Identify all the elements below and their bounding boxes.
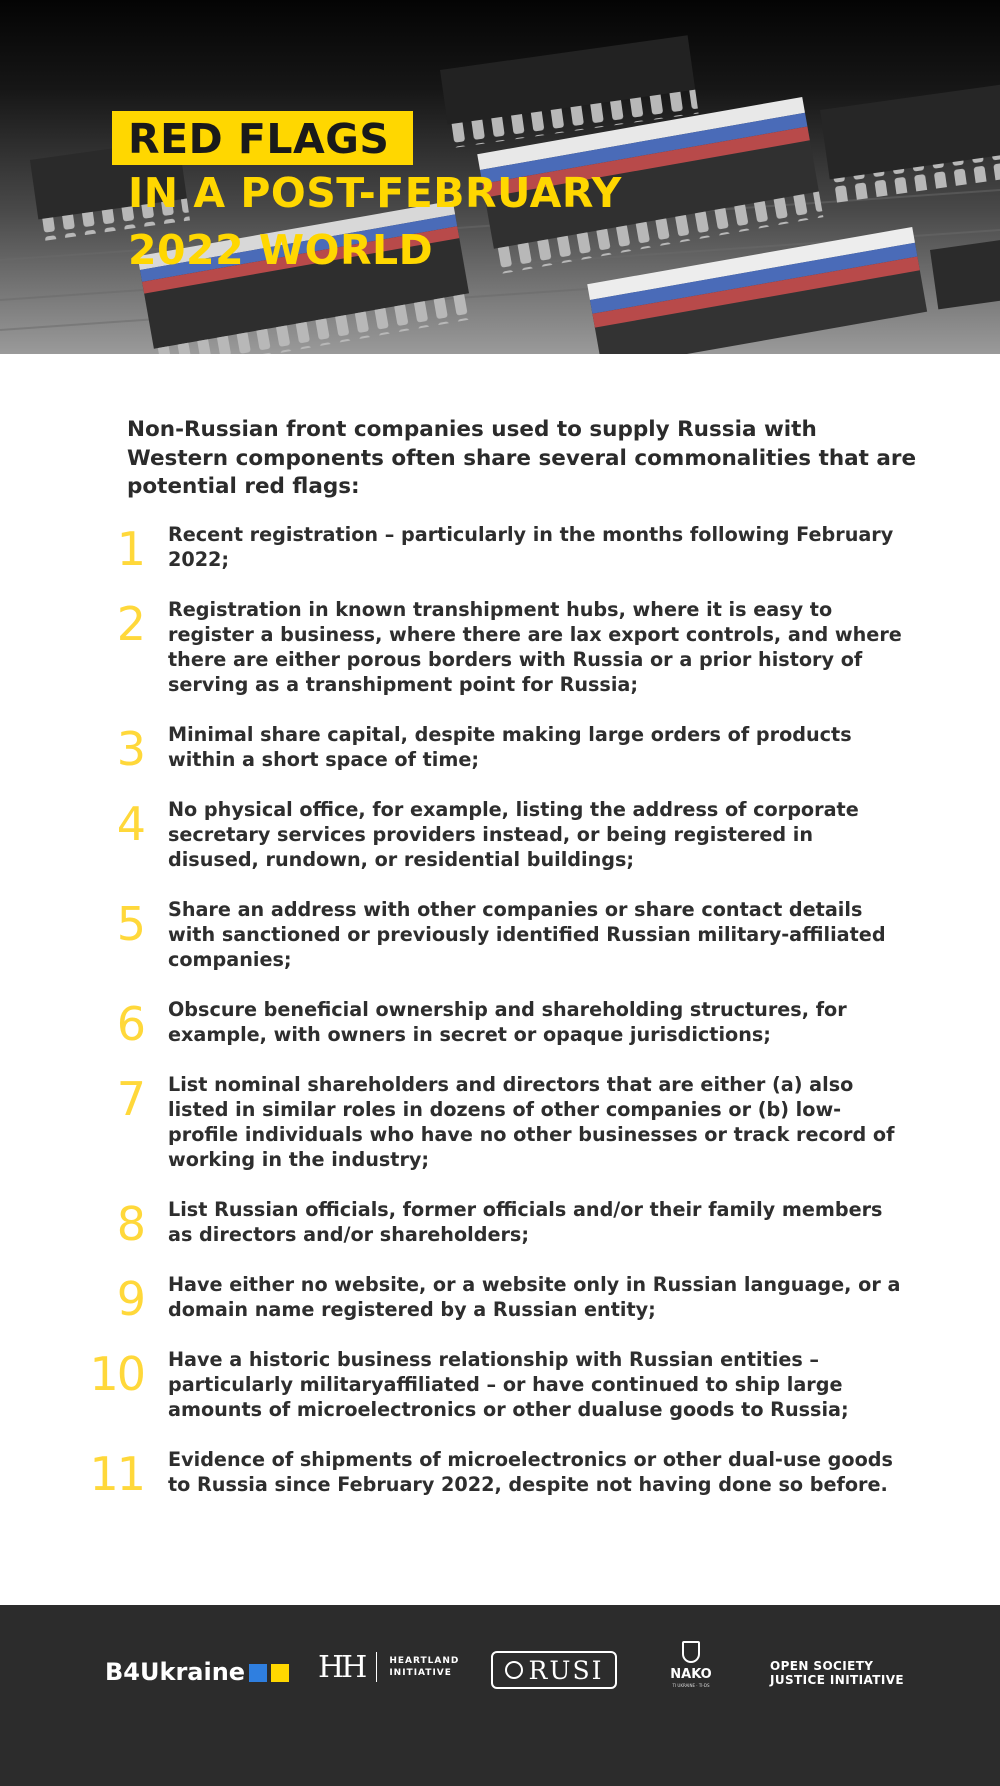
nako-logo — [668, 1641, 714, 1688]
osji-line-1: OPEN SOCIETY — [770, 1659, 874, 1673]
b4ukraine-logo — [105, 1658, 289, 1686]
nako-subtitle: TI UKRAINE · TI-DS — [672, 1683, 710, 1688]
item-number: 3 — [116, 722, 144, 776]
item-text: Share an address with other companies or share contact details with sanctioned or previously identified Russian military-affiliated companies; — [168, 898, 886, 971]
rusi-label: RUSI — [528, 1655, 604, 1685]
heartland-line-2: INITIATIVE — [389, 1668, 452, 1678]
item-text: Have a historic business relationship with Russian entities – particularly militaryaffiliated – or have continued to ship large amounts of microelectronics or other dualuse goods to Russia; — [168, 1348, 849, 1421]
item-number: 11 — [89, 1447, 144, 1501]
item-number: 6 — [116, 997, 144, 1051]
item-text: List nominal shareholders and directors that are either (a) also listed in similar roles in dozens of other companies or (b) low-profile individuals who have no other businesses or track record of working in the industry; — [168, 1073, 895, 1171]
item-text: Recent registration – particularly in the months following February 2022; — [168, 523, 894, 571]
open-society-justice-initiative-logo — [770, 1659, 904, 1687]
rusi-seal-icon — [505, 1661, 523, 1679]
b4ukraine-label: B4Ukraine — [105, 1658, 246, 1686]
item-number: 2 — [116, 597, 144, 651]
blue-square-icon — [249, 1664, 267, 1682]
item-text: Have either no website, or a website only in Russian language, or a domain name registered by a Russian entity; — [168, 1273, 901, 1321]
title-highlight: RED FLAGS — [112, 111, 413, 165]
item-text: Minimal share capital, despite making large orders of products within a short space of time; — [168, 723, 852, 771]
hero-banner — [0, 0, 1000, 354]
item-number: 4 — [116, 797, 144, 851]
item-text: Evidence of shipments of microelectronics or other dual-use goods to Russia since February 2022, despite not having done so before. — [168, 1448, 893, 1496]
footer-logos — [0, 1605, 1000, 1786]
item-number: 1 — [116, 522, 144, 576]
item-number: 9 — [116, 1272, 144, 1326]
title-line-3: 2022 WORLD — [128, 226, 434, 274]
heartland-initiative-logo — [318, 1650, 459, 1684]
osji-line-2: JUSTICE INITIATIVE — [770, 1673, 904, 1687]
item-number: 7 — [116, 1072, 144, 1126]
nako-label: NAKO — [670, 1667, 712, 1682]
yellow-square-icon — [271, 1664, 289, 1682]
heartland-text — [389, 1655, 459, 1679]
item-number: 5 — [116, 897, 144, 951]
heartland-mark: HH — [318, 1649, 365, 1685]
shield-icon — [682, 1641, 700, 1663]
item-text: No physical office, for example, listing the address of corporate secretary services providers instead, or being registered in disused, rundown, or residential buildings; — [168, 798, 859, 871]
title-line-2: IN A POST-FEBRUARY — [128, 169, 622, 217]
logo-divider — [376, 1652, 377, 1682]
hero-title — [112, 111, 622, 279]
rusi-logo — [491, 1651, 617, 1689]
item-text: Registration in known transhipment hubs, where it is easy to register a business, where there are lax export controls, and where there are either porous borders with Russia or a prior history of serving as a transhipment point for Russia; — [168, 598, 902, 696]
intro-paragraph: Non-Russian front companies used to supply Russia with Western components often share several commonalities that are potential red flags: — [127, 417, 917, 499]
item-text: Obscure beneficial ownership and shareholding structures, for example, with owners in secret or opaque jurisdictions; — [168, 998, 847, 1046]
heartland-line-1: HEARTLAND — [389, 1656, 460, 1666]
item-number: 10 — [89, 1347, 144, 1401]
item-number: 8 — [116, 1197, 144, 1251]
item-text: List Russian officials, former officials and/or their family members as directors and/or shareholders; — [168, 1198, 883, 1246]
